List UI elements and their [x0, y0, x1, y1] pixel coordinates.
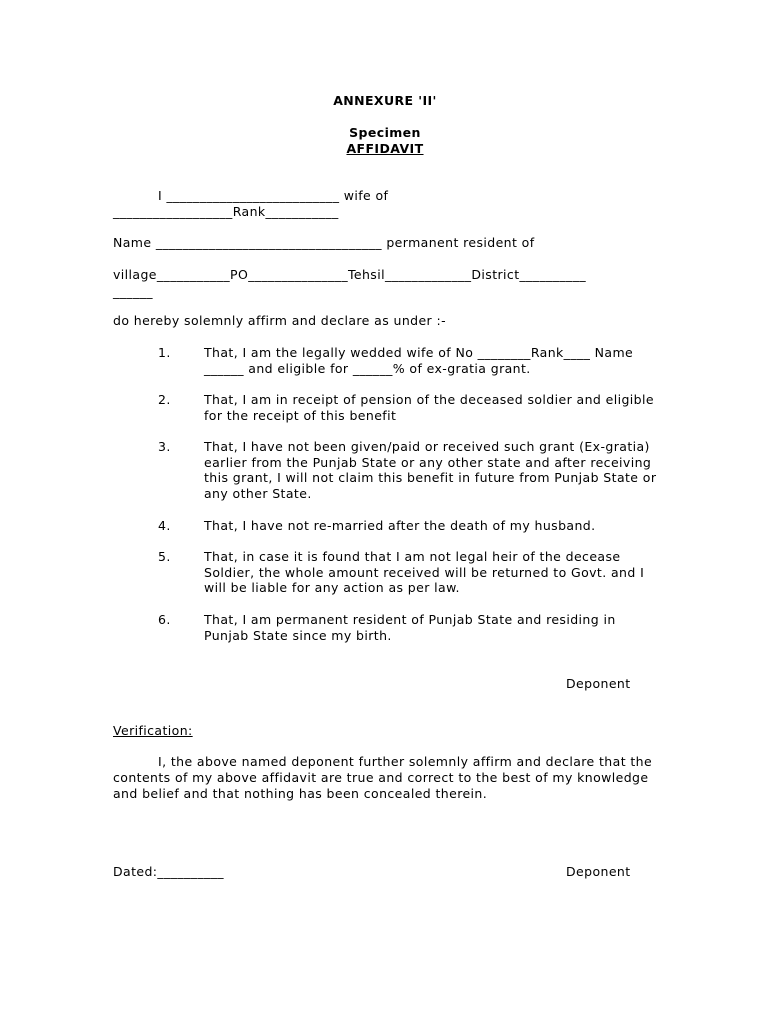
deponent-signature-label: Deponent [566, 676, 631, 691]
item-number: 3. [158, 439, 171, 454]
item-text: That, I have not re-married after the death of my husband. [204, 518, 596, 533]
intro-line-3: Name __________________________________ permanent resident of [113, 235, 535, 250]
item-number: 5. [158, 549, 171, 564]
item-text: That, I am in receipt of pension of the deceased soldier and eligible for the receipt of this benefit [204, 392, 654, 423]
item-number: 6. [158, 612, 171, 627]
item-text: That, I have not been given/paid or received such grant (Ex-gratia) earlier from the Punjab State or any other state and after receiving this grant, I will not claim this benefit in future from Punjab State or any other State. [204, 439, 657, 501]
intro-line-1: I __________________________ wife of [158, 188, 389, 203]
item-number: 4. [158, 518, 171, 533]
affidavit-title: AFFIDAVIT [346, 141, 424, 156]
item-number: 1. [158, 345, 171, 360]
footer-deponent-label: Deponent [566, 864, 631, 879]
declaration-line: do hereby solemnly affirm and declare as under :- [113, 313, 446, 328]
intro-line-5: ______ [113, 284, 153, 299]
intro-line-2: __________________Rank___________ [113, 204, 339, 219]
verification-heading: Verification: [113, 723, 193, 738]
specimen-heading: Specimen [349, 125, 421, 140]
annexure-heading: ANNEXURE 'II' [333, 93, 437, 108]
dated-field: Dated:__________ [113, 864, 224, 879]
item-number: 2. [158, 392, 171, 407]
item-text: That, in case it is found that I am not legal heir of the decease Soldier, the whole amount received will be returned to Govt. and I will be liable for any action as per law. [204, 549, 645, 595]
item-text: That, I am the legally wedded wife of No ________Rank____ Name ______ and eligible for ______% of ex-gratia grant. [204, 345, 634, 376]
item-text: That, I am permanent resident of Punjab State and residing in Punjab State since my birth. [204, 612, 616, 643]
verification-text: I, the above named deponent further solemnly affirm and declare that the contents of my above affidavit are true and correct to the best of my knowledge and belief and that nothing has been concealed therein. [113, 754, 653, 801]
intro-line-4: village___________PO_______________Tehsil_____________District__________ [113, 267, 587, 282]
